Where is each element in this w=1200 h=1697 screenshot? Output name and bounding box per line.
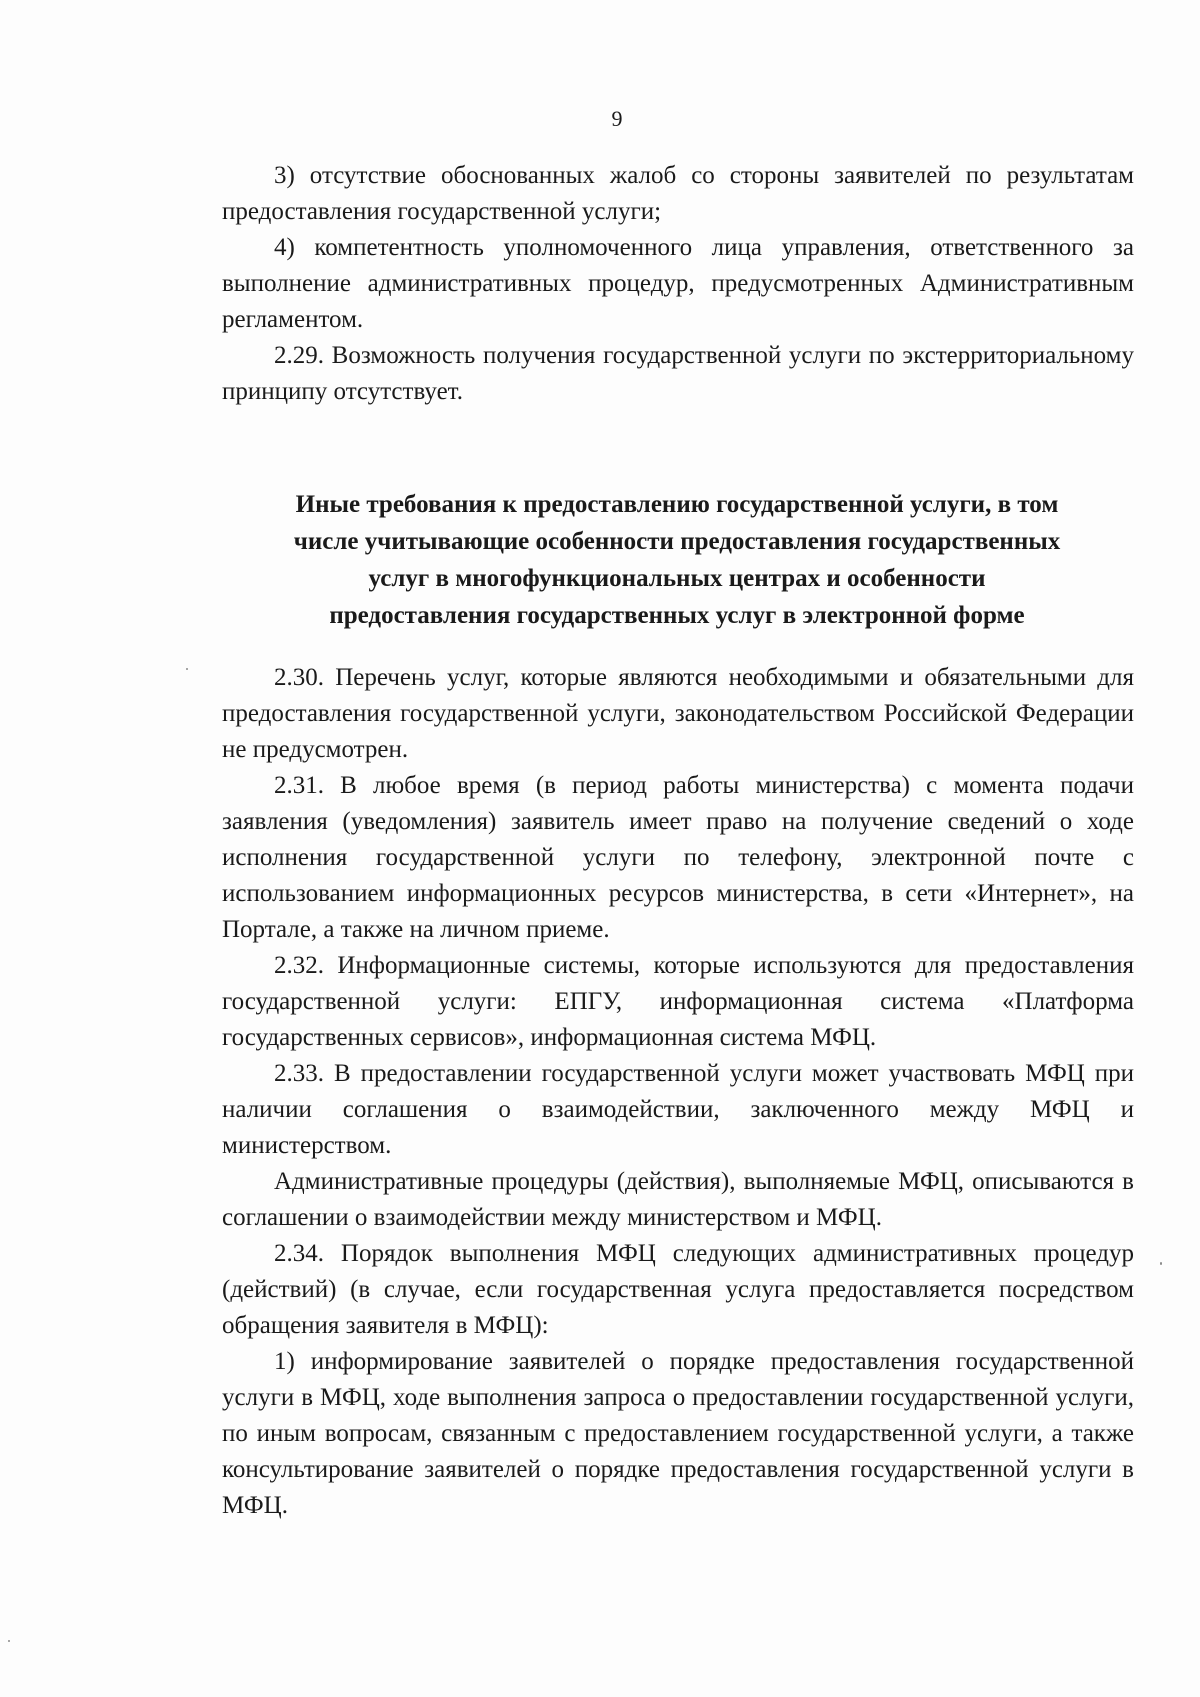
paragraph-2-30: 2.30. Перечень услуг, которые являются необходимыми и обязательными для предоставления государственной услуги, законодательством Российской Федерации не предусмотрен. (222, 664, 1134, 763)
section-heading (232, 486, 1122, 634)
paragraph-2-34: 2.34. Порядок выполнения МФЦ следующих административных процедур (действий) (в случае, если государственная услуга предоставляется посредством обращения заявителя в МФЦ): (222, 1240, 1134, 1339)
section-heading-line: услуг в многофункциональных центрах и особенности (368, 565, 986, 592)
paragraph-2-33: 2.33. В предоставлении государственной услуги может участвовать МФЦ при наличии соглашения о взаимодействии, заключенного между МФЦ и министерством. (222, 1060, 1134, 1159)
section-heading-line: числе учитывающие особенности предоставления государственных (293, 528, 1061, 555)
paragraph-2-29: 2.29. Возможность получения государственной услуги по экстерриториальному принципу отсутствует. (222, 342, 1134, 405)
paragraph-2-32: 2.32. Информационные системы, которые используются для предоставления государственной услуги: ЕПГУ, информационная система «Платформа государственных сервисов», информационная система МФЦ. (222, 952, 1134, 1051)
body-text-block (222, 660, 1134, 1524)
paragraph-2-31: 2.31. В любое время (в период работы министерства) с момента подачи заявления (уведомления) заявитель имеет право на получение сведений о ходе исполнения государственной услуги по телефону, электронной почте с использованием информационных ресурсов министерства, в сети «Интернет», на Портале, а также на личном приеме. (222, 772, 1134, 943)
paragraph-item-4: 4) компетентность уполномоченного лица управления, ответственного за выполнение административных процедур, предусмотренных Административным регламентом. (222, 234, 1134, 333)
paragraph-admin-procedures: Административные процедуры (действия), выполняемые МФЦ, описываются в соглашении о взаимодействии между министерством и МФЦ. (222, 1168, 1134, 1231)
paragraph-item-3: 3) отсутствие обоснованных жалоб со стороны заявителей по результатам предоставления государственной услуги; (222, 162, 1134, 225)
section-heading-line: предоставления государственных услуг в электронной форме (329, 602, 1025, 629)
page-number: 9 (611, 106, 623, 131)
intro-text-block (222, 158, 1134, 410)
scan-speck (186, 668, 188, 670)
section-heading-line: Иные требования к предоставлению государственной услуги, в том (295, 491, 1059, 518)
scan-speck (8, 1640, 10, 1642)
scan-speck (1160, 1262, 1162, 1265)
paragraph-2-34-item-1: 1) информирование заявителей о порядке предоставления государственной услуги в МФЦ, ходе выполнения запроса о предоставлении государственной услуги, по иным вопросам, связанным с предоставлением государственной услуги, а также консультирование заявителей о порядке предоставления государственной услуги в МФЦ. (222, 1348, 1134, 1519)
